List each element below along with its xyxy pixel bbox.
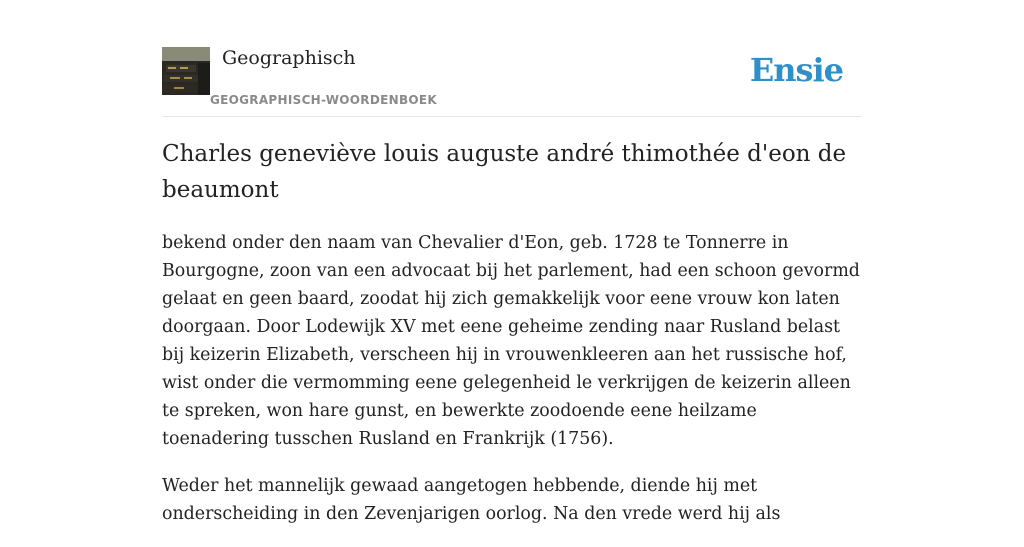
entry-body bbox=[162, 229, 862, 547]
entry-title: Charles geneviève louis auguste andré thimothée d'eon de beaumont bbox=[162, 141, 847, 203]
source-title[interactable]: Geographisch bbox=[222, 47, 356, 69]
source-slug[interactable]: GEOGRAPHISCH-WOORDENBOEK bbox=[210, 93, 437, 107]
ensie-logo[interactable]: Ensie bbox=[749, 51, 843, 89]
source-avatar[interactable] bbox=[162, 47, 210, 95]
book-spines-icon bbox=[162, 47, 210, 95]
source-header bbox=[162, 46, 862, 117]
entry-paragraph: bekend onder den naam van Chevalier d'Eon, geb. 1728 te Tonnerre in Bourgogne, zoon van een advocaat bij het parlement, had een schoon gevormd gelaat en geen baard, zoodat hij zich gemakkelijk voor eene vrouw kon laten doorgaan. Door Lodewijk XV met eene geheime zending naar Rusland belast bij keizerin Elizabeth, verscheen hij in vrouwenkleeren aan het russische hof, wist onder die vermomming eene gelegenheid le verkrijgen de keizerin alleen te spreken, won hare gunst, en bewerkte zoodoende eene heilzame toenadering tusschen Rusland en Frankrijk (1756). bbox=[162, 233, 860, 449]
entry-paragraph: Weder het mannelijk gewaad aangetogen hebbende, diende hij met onderscheiding in den Zevenjarigen oorlog. Na den vrede werd hij als bbox=[162, 476, 781, 524]
